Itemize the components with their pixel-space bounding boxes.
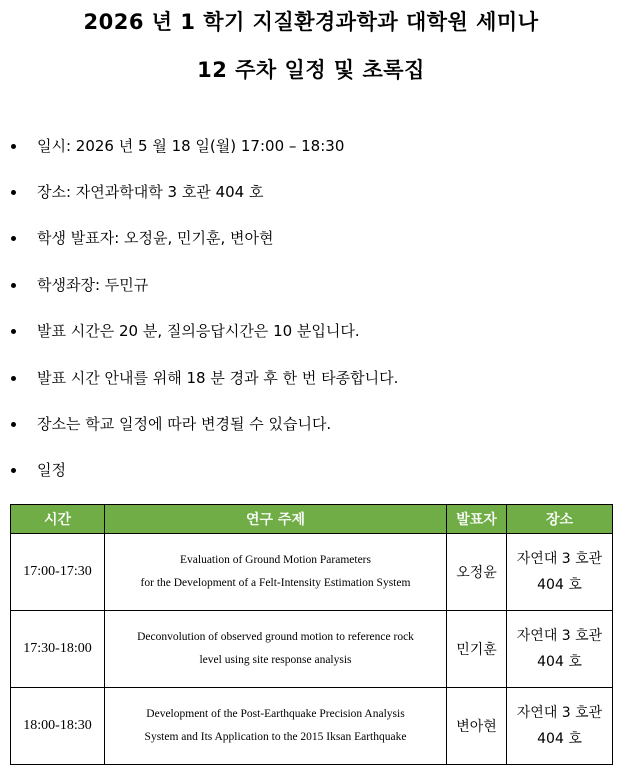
bullet-icon [11,376,16,381]
topic-line: Development of the Post-Earthquake Precision Analysis [146,708,405,720]
place-line: 자연대 3 호관 [516,628,603,644]
cell-presenter: 변아현 [447,688,507,765]
topic-line: Deconvolution of observed ground motion to reference rock [137,631,414,643]
cell-place [507,611,613,688]
topic-line: Evaluation of Ground Motion Parameters [180,554,371,566]
cell-topic [105,688,447,765]
cell-place [507,534,613,611]
column-header-presenter: 발표자 [447,505,507,534]
schedule-table [10,504,613,765]
bullet-icon [11,468,16,473]
cell-time: 17:30-18:00 [11,611,105,688]
cell-presenter: 민기훈 [447,611,507,688]
topic-line: System and Its Application to the 2015 Iksan Earthquake [144,731,407,743]
bullet-icon [11,144,16,149]
page-subtitle: 12 주차 일정 및 초록집 [197,58,425,82]
bullet-icon [11,422,16,427]
table-header-row [11,505,613,534]
cell-time: 17:00-17:30 [11,534,105,611]
bullet-icon [11,329,16,334]
place-line: 자연대 3 호관 [516,705,603,721]
topic-line: level using site response analysis [199,654,352,666]
column-header-place: 장소 [507,505,613,534]
bullet-icon [11,283,16,288]
cell-place [507,688,613,765]
page-title: 2026 년 1 학기 지질환경과학과 대학원 세미나 [83,10,539,34]
place-line: 404 호 [537,577,582,593]
bullet-icon [11,236,16,241]
cell-topic [105,534,447,611]
table-row [11,688,613,765]
cell-topic [105,611,447,688]
table-row [11,534,613,611]
place-line: 404 호 [537,654,582,670]
column-header-topic: 연구 주제 [105,505,447,534]
topic-line: for the Development of a Felt-Intensity Estimation System [140,577,411,589]
place-line: 404 호 [537,731,582,747]
cell-presenter: 오정윤 [447,534,507,611]
table-row [11,611,613,688]
bullet-icon [11,190,16,195]
column-header-time: 시간 [11,505,105,534]
cell-time: 18:00-18:30 [11,688,105,765]
place-line: 자연대 3 호관 [516,551,603,567]
